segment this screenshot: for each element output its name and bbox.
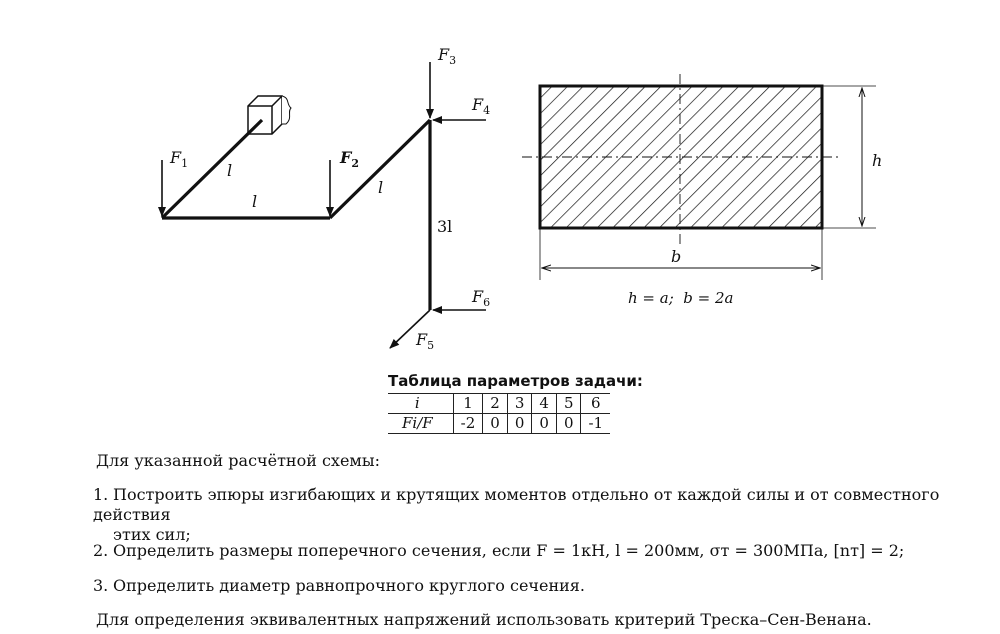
params-cell: 4 <box>532 394 557 414</box>
length-label-horiz: l <box>252 192 258 211</box>
params-cell: 1 <box>453 394 483 414</box>
params-cell: 2 <box>483 394 508 414</box>
force-f6-label: $F_6$ <box>472 287 491 309</box>
length-label-diag2: l <box>378 178 384 197</box>
section-h-label: h <box>872 151 883 170</box>
params-row-index-label: i <box>388 394 453 414</box>
params-cell: 0 <box>507 414 532 434</box>
params-cell: 0 <box>556 414 581 434</box>
intro-text: Для указанной расчётной схемы: <box>96 451 380 470</box>
task-item-text: Определить размеры поперечного сечения, если F = 1кН, l = 200мм, σт = 300МПа, [nт] = 2; <box>113 541 905 560</box>
beam-frame <box>162 96 430 310</box>
force-f1-label: $F_1$ <box>170 148 189 170</box>
params-cell: 6 <box>581 394 610 414</box>
section-b-label: b <box>671 247 682 266</box>
params-cell: 0 <box>532 414 557 434</box>
length-label-vertical: 3l <box>437 217 453 236</box>
params-cell: -1 <box>581 414 610 434</box>
params-row-values <box>388 414 610 434</box>
params-row-values-label: Fi/F <box>402 414 433 432</box>
length-label-diag1: l <box>227 161 233 180</box>
task-item-2 <box>93 541 973 561</box>
params-row-index <box>388 394 610 414</box>
params-table <box>388 393 610 434</box>
force-f4-label: $F_4$ <box>472 95 491 117</box>
task-item-1 <box>93 485 973 545</box>
params-cell: -2 <box>453 414 483 434</box>
task-item-number: 1. <box>93 485 109 504</box>
params-table-caption: Таблица параметров задачи: <box>388 372 643 390</box>
params-cell: 0 <box>483 414 508 434</box>
task-item-text: Построить эпюры изгибающих и крутящих моментов отдельно от каждой силы и от совместного действия <box>93 485 940 524</box>
section-relation: h = a; b = 2a <box>628 289 734 307</box>
task-item-number: 2. <box>93 541 109 560</box>
force-f3-label: $F_3$ <box>438 45 457 67</box>
task-item-text-continued: этих сил; <box>113 525 191 544</box>
task-item-3 <box>93 576 973 596</box>
params-cell: 5 <box>556 394 581 414</box>
footer-text: Для определения эквивалентных напряжений использовать критерий Треска–Сен-Венана. <box>96 610 872 629</box>
params-cell: 3 <box>507 394 532 414</box>
cross-section <box>522 74 876 280</box>
task-item-text: Определить диаметр равнопрочного круглого сечения. <box>113 576 585 595</box>
force-f5-label: $F_5$ <box>416 330 435 352</box>
task-item-number: 3. <box>93 576 109 595</box>
force-f2-label: $F_2$ <box>340 148 360 170</box>
